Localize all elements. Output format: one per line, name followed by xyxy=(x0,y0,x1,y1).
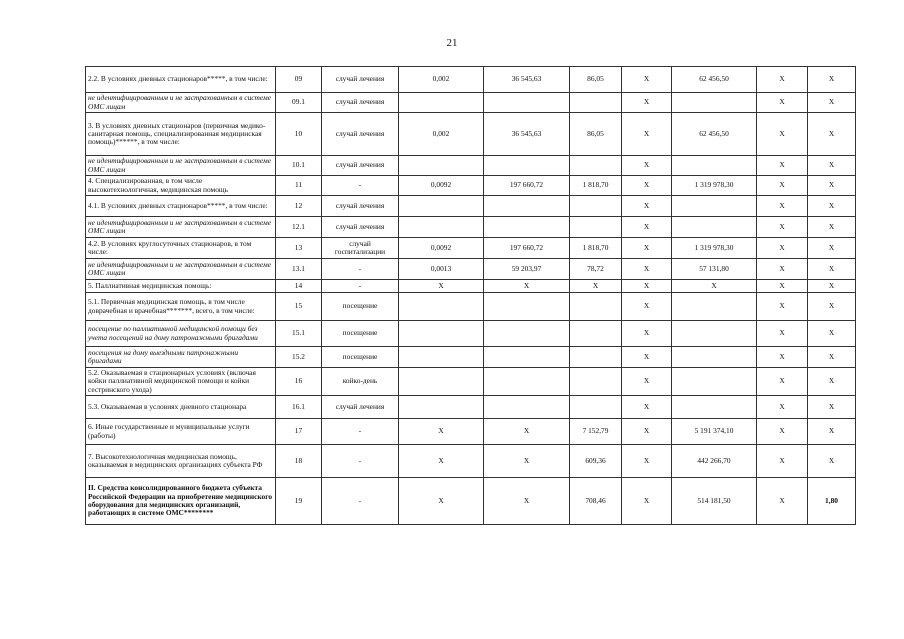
row-name-cell: 6. Иные государственные и муниципальные услуги (работы) xyxy=(86,419,276,445)
row-value-cell: 14 xyxy=(276,280,322,293)
row-value-cell: X xyxy=(757,113,808,156)
medical-care-table xyxy=(85,66,856,525)
row-value-cell: 10.1 xyxy=(276,156,322,176)
row-value-cell: посещение xyxy=(322,321,399,347)
row-name-cell: 4. Специализированная, в том числе высокотехнологичная, медицинская помощь xyxy=(86,176,276,196)
row-value-cell: случай госпитализации xyxy=(322,238,399,259)
row-value-cell: 11 xyxy=(276,176,322,196)
row-value-cell: 13 xyxy=(276,238,322,259)
row-value-cell xyxy=(672,396,757,419)
row-value-cell: X xyxy=(808,259,856,280)
table-row xyxy=(86,259,856,280)
row-value-cell xyxy=(399,347,484,368)
row-value-cell: X xyxy=(484,280,570,293)
row-value-cell: койко-день xyxy=(322,368,399,396)
table-row xyxy=(86,368,856,396)
row-value-cell: X xyxy=(622,419,672,445)
row-value-cell xyxy=(570,196,622,217)
row-value-cell: 57 131,80 xyxy=(672,259,757,280)
row-value-cell: 36 545,63 xyxy=(484,113,570,156)
row-value-cell xyxy=(570,93,622,113)
row-value-cell: 19 xyxy=(276,478,322,525)
table-row xyxy=(86,280,856,293)
row-value-cell: X xyxy=(622,176,672,196)
row-value-cell: 0,002 xyxy=(399,67,484,93)
row-value-cell: X xyxy=(757,321,808,347)
row-value-cell: случай лечения xyxy=(322,217,399,238)
row-value-cell xyxy=(399,217,484,238)
row-value-cell: 0,0092 xyxy=(399,176,484,196)
row-name-cell: посещение по паллиативной медицинской помощи без учета посещений на дому патронажными бригадами xyxy=(86,321,276,347)
table-row xyxy=(86,156,856,176)
row-value-cell: 15 xyxy=(276,293,322,321)
row-name-cell: не идентифицированным и не застрахованным в системе ОМС лицам xyxy=(86,156,276,176)
table-row xyxy=(86,445,856,478)
table-row xyxy=(86,238,856,259)
row-value-cell: X xyxy=(484,445,570,478)
row-value-cell xyxy=(570,368,622,396)
row-value-cell: X xyxy=(622,396,672,419)
row-value-cell: 0,0013 xyxy=(399,259,484,280)
row-value-cell: случай лечения xyxy=(322,113,399,156)
row-value-cell xyxy=(399,368,484,396)
row-name-cell: не идентифицированным и не застрахованным в системе ОМС лицам xyxy=(86,259,276,280)
row-value-cell: 15.2 xyxy=(276,347,322,368)
row-value-cell: 36 545,63 xyxy=(484,67,570,93)
row-value-cell: X xyxy=(757,238,808,259)
row-value-cell: X xyxy=(757,156,808,176)
row-value-cell: X xyxy=(757,293,808,321)
row-value-cell: - xyxy=(322,445,399,478)
row-value-cell: X xyxy=(757,196,808,217)
row-value-cell: X xyxy=(570,280,622,293)
row-value-cell: X xyxy=(757,368,808,396)
row-value-cell: X xyxy=(622,478,672,525)
row-value-cell: X xyxy=(808,280,856,293)
row-value-cell: 1 818,70 xyxy=(570,238,622,259)
row-value-cell: 18 xyxy=(276,445,322,478)
row-value-cell: X xyxy=(399,280,484,293)
row-value-cell: 1,80 xyxy=(808,478,856,525)
row-value-cell: X xyxy=(622,93,672,113)
row-value-cell: X xyxy=(622,321,672,347)
row-value-cell: 09 xyxy=(276,67,322,93)
row-value-cell xyxy=(484,156,570,176)
row-value-cell: X xyxy=(399,419,484,445)
row-value-cell: 62 456,50 xyxy=(672,113,757,156)
row-value-cell: 0,002 xyxy=(399,113,484,156)
table-row xyxy=(86,67,856,93)
row-value-cell: 197 660,72 xyxy=(484,176,570,196)
row-value-cell: - xyxy=(322,280,399,293)
row-value-cell xyxy=(399,93,484,113)
row-name-cell: 5.1. Первичная медицинская помощь, в том числе доврачебная и врачебная*******, всего, в том числе: xyxy=(86,293,276,321)
row-value-cell xyxy=(399,321,484,347)
row-value-cell: 15.1 xyxy=(276,321,322,347)
row-value-cell: 708,46 xyxy=(570,478,622,525)
row-value-cell: X xyxy=(808,238,856,259)
row-name-cell: 4.2. В условиях круглосуточных стационаров, в том числе: xyxy=(86,238,276,259)
row-value-cell: X xyxy=(757,259,808,280)
row-value-cell: 16.1 xyxy=(276,396,322,419)
row-name-cell: 2.2. В условиях дневных стационаров*****, в том числе: xyxy=(86,67,276,93)
row-value-cell: 13.1 xyxy=(276,259,322,280)
row-value-cell: 7 152,79 xyxy=(570,419,622,445)
row-value-cell: X xyxy=(808,445,856,478)
row-value-cell: X xyxy=(808,93,856,113)
row-name-cell: 4.1. В условиях дневных стационаров*****, в том числе: xyxy=(86,196,276,217)
row-name-cell: II. Средства консолидированного бюджета субъекта Российской Федерации на приобретение медицинского оборудования для медицинских организаций, работающих в системе ОМС******** xyxy=(86,478,276,525)
row-value-cell: 17 xyxy=(276,419,322,445)
row-name-cell: посещения на дому выездными патронажными бригадами xyxy=(86,347,276,368)
row-value-cell: X xyxy=(757,445,808,478)
table-row xyxy=(86,419,856,445)
row-value-cell xyxy=(672,156,757,176)
row-value-cell: X xyxy=(622,156,672,176)
row-value-cell: X xyxy=(808,156,856,176)
row-value-cell: случай лечения xyxy=(322,196,399,217)
row-value-cell xyxy=(570,396,622,419)
table-body xyxy=(86,67,856,525)
row-value-cell xyxy=(484,368,570,396)
row-value-cell: 12 xyxy=(276,196,322,217)
row-value-cell: 609,36 xyxy=(570,445,622,478)
row-value-cell xyxy=(672,93,757,113)
row-value-cell: X xyxy=(808,67,856,93)
row-value-cell xyxy=(399,196,484,217)
row-value-cell: X xyxy=(622,259,672,280)
row-value-cell: посещение xyxy=(322,293,399,321)
row-value-cell: случай лечения xyxy=(322,67,399,93)
row-value-cell: 1 319 978,30 xyxy=(672,238,757,259)
row-value-cell xyxy=(484,321,570,347)
row-value-cell: 197 660,72 xyxy=(484,238,570,259)
table-row xyxy=(86,321,856,347)
row-value-cell: X xyxy=(757,347,808,368)
row-value-cell xyxy=(672,217,757,238)
row-value-cell: 09.1 xyxy=(276,93,322,113)
row-value-cell: 10 xyxy=(276,113,322,156)
row-value-cell: X xyxy=(808,196,856,217)
row-value-cell: X xyxy=(808,419,856,445)
row-value-cell: 62 456,50 xyxy=(672,67,757,93)
row-value-cell xyxy=(570,217,622,238)
row-value-cell: 59 203,97 xyxy=(484,259,570,280)
row-value-cell: X xyxy=(808,347,856,368)
row-value-cell: случай лечения xyxy=(322,93,399,113)
row-value-cell: X xyxy=(622,196,672,217)
row-value-cell: 1 818,70 xyxy=(570,176,622,196)
row-value-cell: посещение xyxy=(322,347,399,368)
row-value-cell: X xyxy=(622,113,672,156)
row-value-cell xyxy=(484,293,570,321)
row-value-cell: - xyxy=(322,419,399,445)
row-value-cell: 78,72 xyxy=(570,259,622,280)
row-value-cell xyxy=(484,347,570,368)
row-value-cell xyxy=(570,347,622,368)
row-value-cell: X xyxy=(808,368,856,396)
table-row xyxy=(86,396,856,419)
row-value-cell: - xyxy=(322,176,399,196)
row-value-cell: 514 181,50 xyxy=(672,478,757,525)
row-value-cell: X xyxy=(622,280,672,293)
row-value-cell: X xyxy=(808,293,856,321)
row-value-cell: 86,05 xyxy=(570,67,622,93)
row-value-cell xyxy=(399,293,484,321)
row-value-cell: X xyxy=(757,67,808,93)
row-value-cell xyxy=(484,396,570,419)
row-value-cell: 0,0092 xyxy=(399,238,484,259)
row-value-cell: случай лечения xyxy=(322,156,399,176)
table-row xyxy=(86,113,856,156)
row-value-cell: X xyxy=(757,419,808,445)
row-value-cell: 86,05 xyxy=(570,113,622,156)
table-row xyxy=(86,217,856,238)
row-value-cell: X xyxy=(622,238,672,259)
row-value-cell xyxy=(570,156,622,176)
row-value-cell: - xyxy=(322,478,399,525)
table-row xyxy=(86,347,856,368)
row-value-cell: X xyxy=(808,396,856,419)
row-value-cell: 5 191 374,10 xyxy=(672,419,757,445)
row-value-cell: X xyxy=(622,67,672,93)
row-value-cell: 12.1 xyxy=(276,217,322,238)
row-value-cell: X xyxy=(399,445,484,478)
row-value-cell: X xyxy=(757,176,808,196)
row-value-cell: 1 319 978,30 xyxy=(672,176,757,196)
row-value-cell: X xyxy=(622,217,672,238)
row-name-cell: 7. Высокотехнологичная медицинская помощь, оказываемая в медицинских организациях субъекта РФ xyxy=(86,445,276,478)
row-value-cell: X xyxy=(808,321,856,347)
row-value-cell xyxy=(672,321,757,347)
row-value-cell xyxy=(672,368,757,396)
row-value-cell: X xyxy=(484,419,570,445)
row-value-cell: X xyxy=(757,93,808,113)
row-name-cell: не идентифицированным и не застрахованным в системе ОМС лицам xyxy=(86,93,276,113)
row-value-cell: X xyxy=(757,217,808,238)
table-row xyxy=(86,93,856,113)
row-value-cell xyxy=(570,293,622,321)
row-value-cell xyxy=(672,196,757,217)
row-value-cell: X xyxy=(808,176,856,196)
row-value-cell: X xyxy=(484,478,570,525)
row-value-cell xyxy=(672,347,757,368)
row-value-cell: 442 266,70 xyxy=(672,445,757,478)
row-name-cell: не идентифицированным и не застрахованным в системе ОМС лицам xyxy=(86,217,276,238)
row-value-cell xyxy=(672,293,757,321)
row-name-cell: 3. В условиях дневных стационаров (первичная медико-санитарная помощь, специализированная медицинская помощь)******, в том числе: xyxy=(86,113,276,156)
row-value-cell: X xyxy=(622,347,672,368)
row-value-cell xyxy=(484,93,570,113)
table-row xyxy=(86,478,856,525)
table-row xyxy=(86,176,856,196)
row-name-cell: 5.2. Оказываемая в стационарных условиях (включая койки паллиативной медицинской помощи и койки сестринского ухода) xyxy=(86,368,276,396)
row-value-cell xyxy=(399,156,484,176)
row-value-cell: X xyxy=(808,217,856,238)
row-name-cell: 5. Паллиативная медицинская помощь: xyxy=(86,280,276,293)
table-row xyxy=(86,196,856,217)
row-value-cell: X xyxy=(399,478,484,525)
row-value-cell: X xyxy=(622,368,672,396)
row-value-cell: X xyxy=(808,113,856,156)
row-value-cell: 16 xyxy=(276,368,322,396)
row-value-cell: X xyxy=(757,478,808,525)
row-value-cell: X xyxy=(757,280,808,293)
row-value-cell xyxy=(399,396,484,419)
row-value-cell: X xyxy=(622,445,672,478)
row-value-cell xyxy=(570,321,622,347)
row-value-cell: X xyxy=(757,396,808,419)
row-value-cell: X xyxy=(622,293,672,321)
page-number: 21 xyxy=(446,37,458,49)
row-value-cell: - xyxy=(322,259,399,280)
row-value-cell: случай лечения xyxy=(322,396,399,419)
table-row xyxy=(86,293,856,321)
row-value-cell: X xyxy=(672,280,757,293)
row-name-cell: 5.3. Оказываемая в условиях дневного стационара xyxy=(86,396,276,419)
row-value-cell xyxy=(484,217,570,238)
row-value-cell xyxy=(484,196,570,217)
